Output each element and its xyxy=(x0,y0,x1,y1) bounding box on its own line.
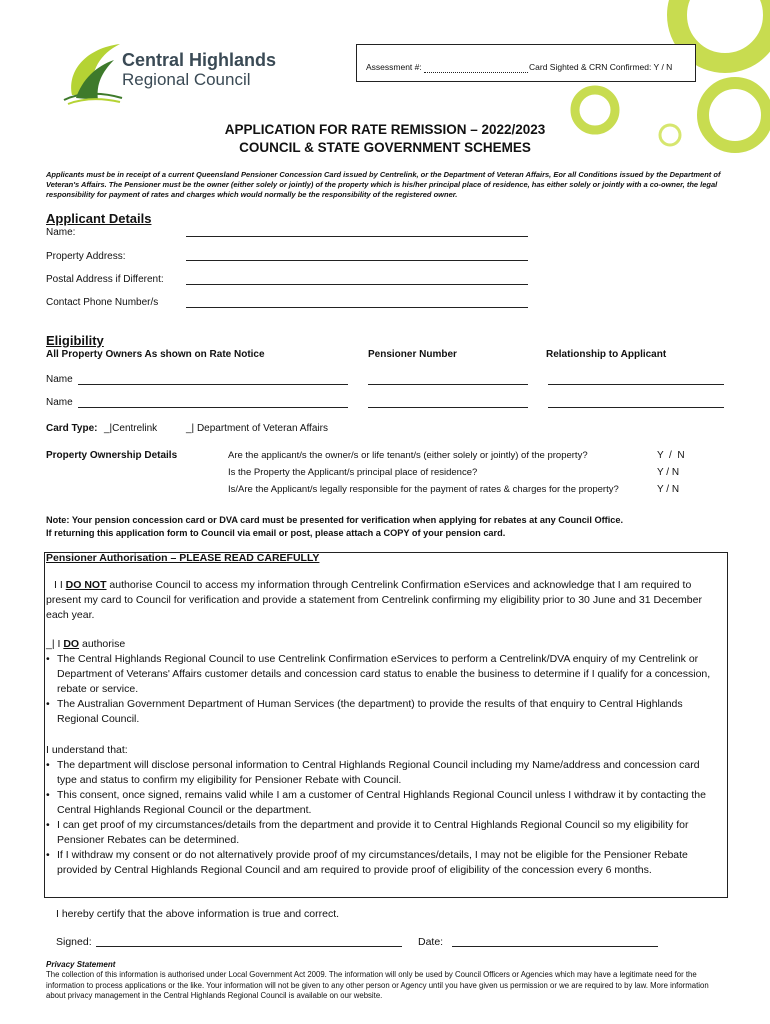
do-not-text: authorise Council to access my information through Centrelink Confirmation eServices and acknowledge that I am required to present my card to Council for verification and provide a statement from Centrelink confirming my eligibility prior to 30 June and 31 December each year. xyxy=(46,579,702,621)
postal-address-field[interactable] xyxy=(186,284,528,285)
ownership-question-2: Is the Property the Applicant/s principal place of residence? xyxy=(228,467,478,478)
applicant-heading: Applicant Details xyxy=(46,211,152,226)
do-emphasis: DO xyxy=(63,638,80,650)
signed-label: Signed: xyxy=(56,936,92,948)
intro-text: Applicants must be in receipt of a current Queensland Pensioner Concession Card issued by Centrelink, or the Department of Veteran Affairs, Eor all Conditions issued by the Department of Veteran's Affairs. The Pensioner must be the owner (either solely or jointly) of the property which is his/her principal place of residence, has either solely or jointly with a co-owner, the legal responsibility for payment of rates and charges which would normally be the responsibility of the registered owner. xyxy=(46,170,721,199)
phone-label: Contact Phone Number/s xyxy=(46,297,159,308)
logo-line1: Central Highlands xyxy=(122,50,277,70)
privacy-text: The collection of this information is authorised under Local Government Act 2009. The information will only be used by Council Officers or Agencies which may have a legitimate need for the information to process applications or the like. Your information will not be given to any other person or Agency until you have given us permission or we are required to by law. More information about privacy management in the Central Highlands Regional Council is available on our website. xyxy=(46,970,709,1000)
do-bullet: • The Australian Government Department of Human Services (the department) to provide the results of that enquiry to Central Highlands Regional Council. xyxy=(46,697,722,727)
ownership-label: Property Ownership Details xyxy=(46,450,178,461)
understand-bullet: • The department will disclose personal information to Central Highlands Regional Council including my Name/address and concession card type and status to confirm my eligibility for Pensioner Rebate with Council. xyxy=(46,758,722,788)
understand-bullet: • If I withdraw my consent or do not alternatively provide proof of my circumstances/details, I may not be eligible for the Pensioner Rebate provided by Central Highlands Regional Council and am required to provide proof of eligibility of the concession every 6 months. xyxy=(46,848,722,878)
note-line1: Note: Your pension concession card or DVA card must be presented for verification when applying for rebates at any Council Office. xyxy=(46,515,624,525)
relationship-field-2[interactable] xyxy=(548,407,724,408)
privacy-heading: Privacy Statement xyxy=(46,960,116,969)
certify-text: I hereby certify that the above information is true and correct. xyxy=(56,908,340,920)
form-title-line2: COUNCIL & STATE GOVERNMENT SCHEMES xyxy=(239,140,531,155)
assessment-label: Assessment #: xyxy=(366,62,422,72)
ownership-answer-3[interactable]: Y / N xyxy=(657,484,680,495)
name-field[interactable] xyxy=(186,236,528,237)
council-logo-icon xyxy=(62,40,124,106)
do-not-checkbox[interactable]: I I xyxy=(54,579,66,591)
card-sighted-label: Card Sighted & CRN Confirmed: Y / N xyxy=(529,62,673,72)
owner-name-label-1: Name xyxy=(46,374,73,385)
phone-field[interactable] xyxy=(186,307,528,308)
do-text: authorise xyxy=(79,638,126,650)
eligibility-heading: Eligibility xyxy=(46,333,104,348)
ownership-answer-2[interactable]: Y / N xyxy=(657,467,680,478)
name-label: Name: xyxy=(46,227,76,238)
assessment-field[interactable] xyxy=(424,72,528,73)
form-title-line1: APPLICATION FOR RATE REMISSION – 2022/2023 xyxy=(224,122,546,137)
relationship-header: Relationship to Applicant xyxy=(546,349,667,360)
understand-bullet: • I can get proof of my circumstances/details from the department and provide it to Central Highlands Regional Council so my eligibility for Pensioner Rebates can be determined. xyxy=(46,818,722,848)
card-type-label: Card Type: xyxy=(46,423,98,434)
do-checkbox[interactable]: _| I xyxy=(46,638,64,650)
signature-field[interactable] xyxy=(96,946,402,947)
centrelink-checkbox[interactable]: _|Centrelink xyxy=(104,423,158,434)
note-line2: If returning this application form to Council via email or post, please attach a COPY of your pension card. xyxy=(46,528,506,538)
owner-name-field-2[interactable] xyxy=(78,407,348,408)
pensioner-number-field-2[interactable] xyxy=(368,407,528,408)
do-not-authorise-paragraph[interactable] xyxy=(46,578,722,623)
pensioner-number-field-1[interactable] xyxy=(368,384,528,385)
logo-line2: Regional Council xyxy=(122,70,251,89)
dva-checkbox[interactable]: _| Department of Veteran Affairs xyxy=(186,423,328,434)
understand-label: I understand that: xyxy=(46,744,128,756)
do-not-emphasis: DO NOT xyxy=(65,579,107,591)
relationship-field-1[interactable] xyxy=(548,384,724,385)
date-label: Date: xyxy=(418,936,444,948)
owners-column-header: All Property Owners As shown on Rate Notice xyxy=(46,349,265,360)
owner-name-label-2: Name xyxy=(46,397,73,408)
property-address-field[interactable] xyxy=(186,260,528,261)
authorisation-body xyxy=(46,578,722,878)
authorisation-heading: Pensioner Authorisation – PLEASE READ CAREFULLY xyxy=(46,552,320,564)
ownership-question-1: Are the applicant/s the owner/s or life tenant/s (either solely or jointly) of the property? xyxy=(228,450,588,461)
owner-name-field-1[interactable] xyxy=(78,384,348,385)
ownership-question-3: Is/Are the Applicant/s legally responsible for the payment of rates & charges for the property? xyxy=(228,484,619,495)
postal-address-label: Postal Address if Different: xyxy=(46,274,164,285)
pensioner-number-header: Pensioner Number xyxy=(368,349,457,360)
logo-name xyxy=(122,50,276,89)
do-authorise-line[interactable] xyxy=(46,637,722,652)
property-address-label: Property Address: xyxy=(46,251,126,262)
do-bullet: • The Central Highlands Regional Council to use Centrelink Confirmation eServices to perform a Centrelink/DVA enquiry of my Centrelink or Department of Veterans' Affairs customer details and concession card status to enable the business to determine if I qualify for a concession, rebate or service. xyxy=(46,652,722,697)
date-field[interactable] xyxy=(452,946,658,947)
understand-bullet: • This consent, once signed, remains valid while I am a customer of Central Highlands Regional Council unless I withdraw it by contacting the Central Highlands Regional Council or the department. xyxy=(46,788,722,818)
ownership-answer-1[interactable]: Y / N xyxy=(657,450,685,461)
